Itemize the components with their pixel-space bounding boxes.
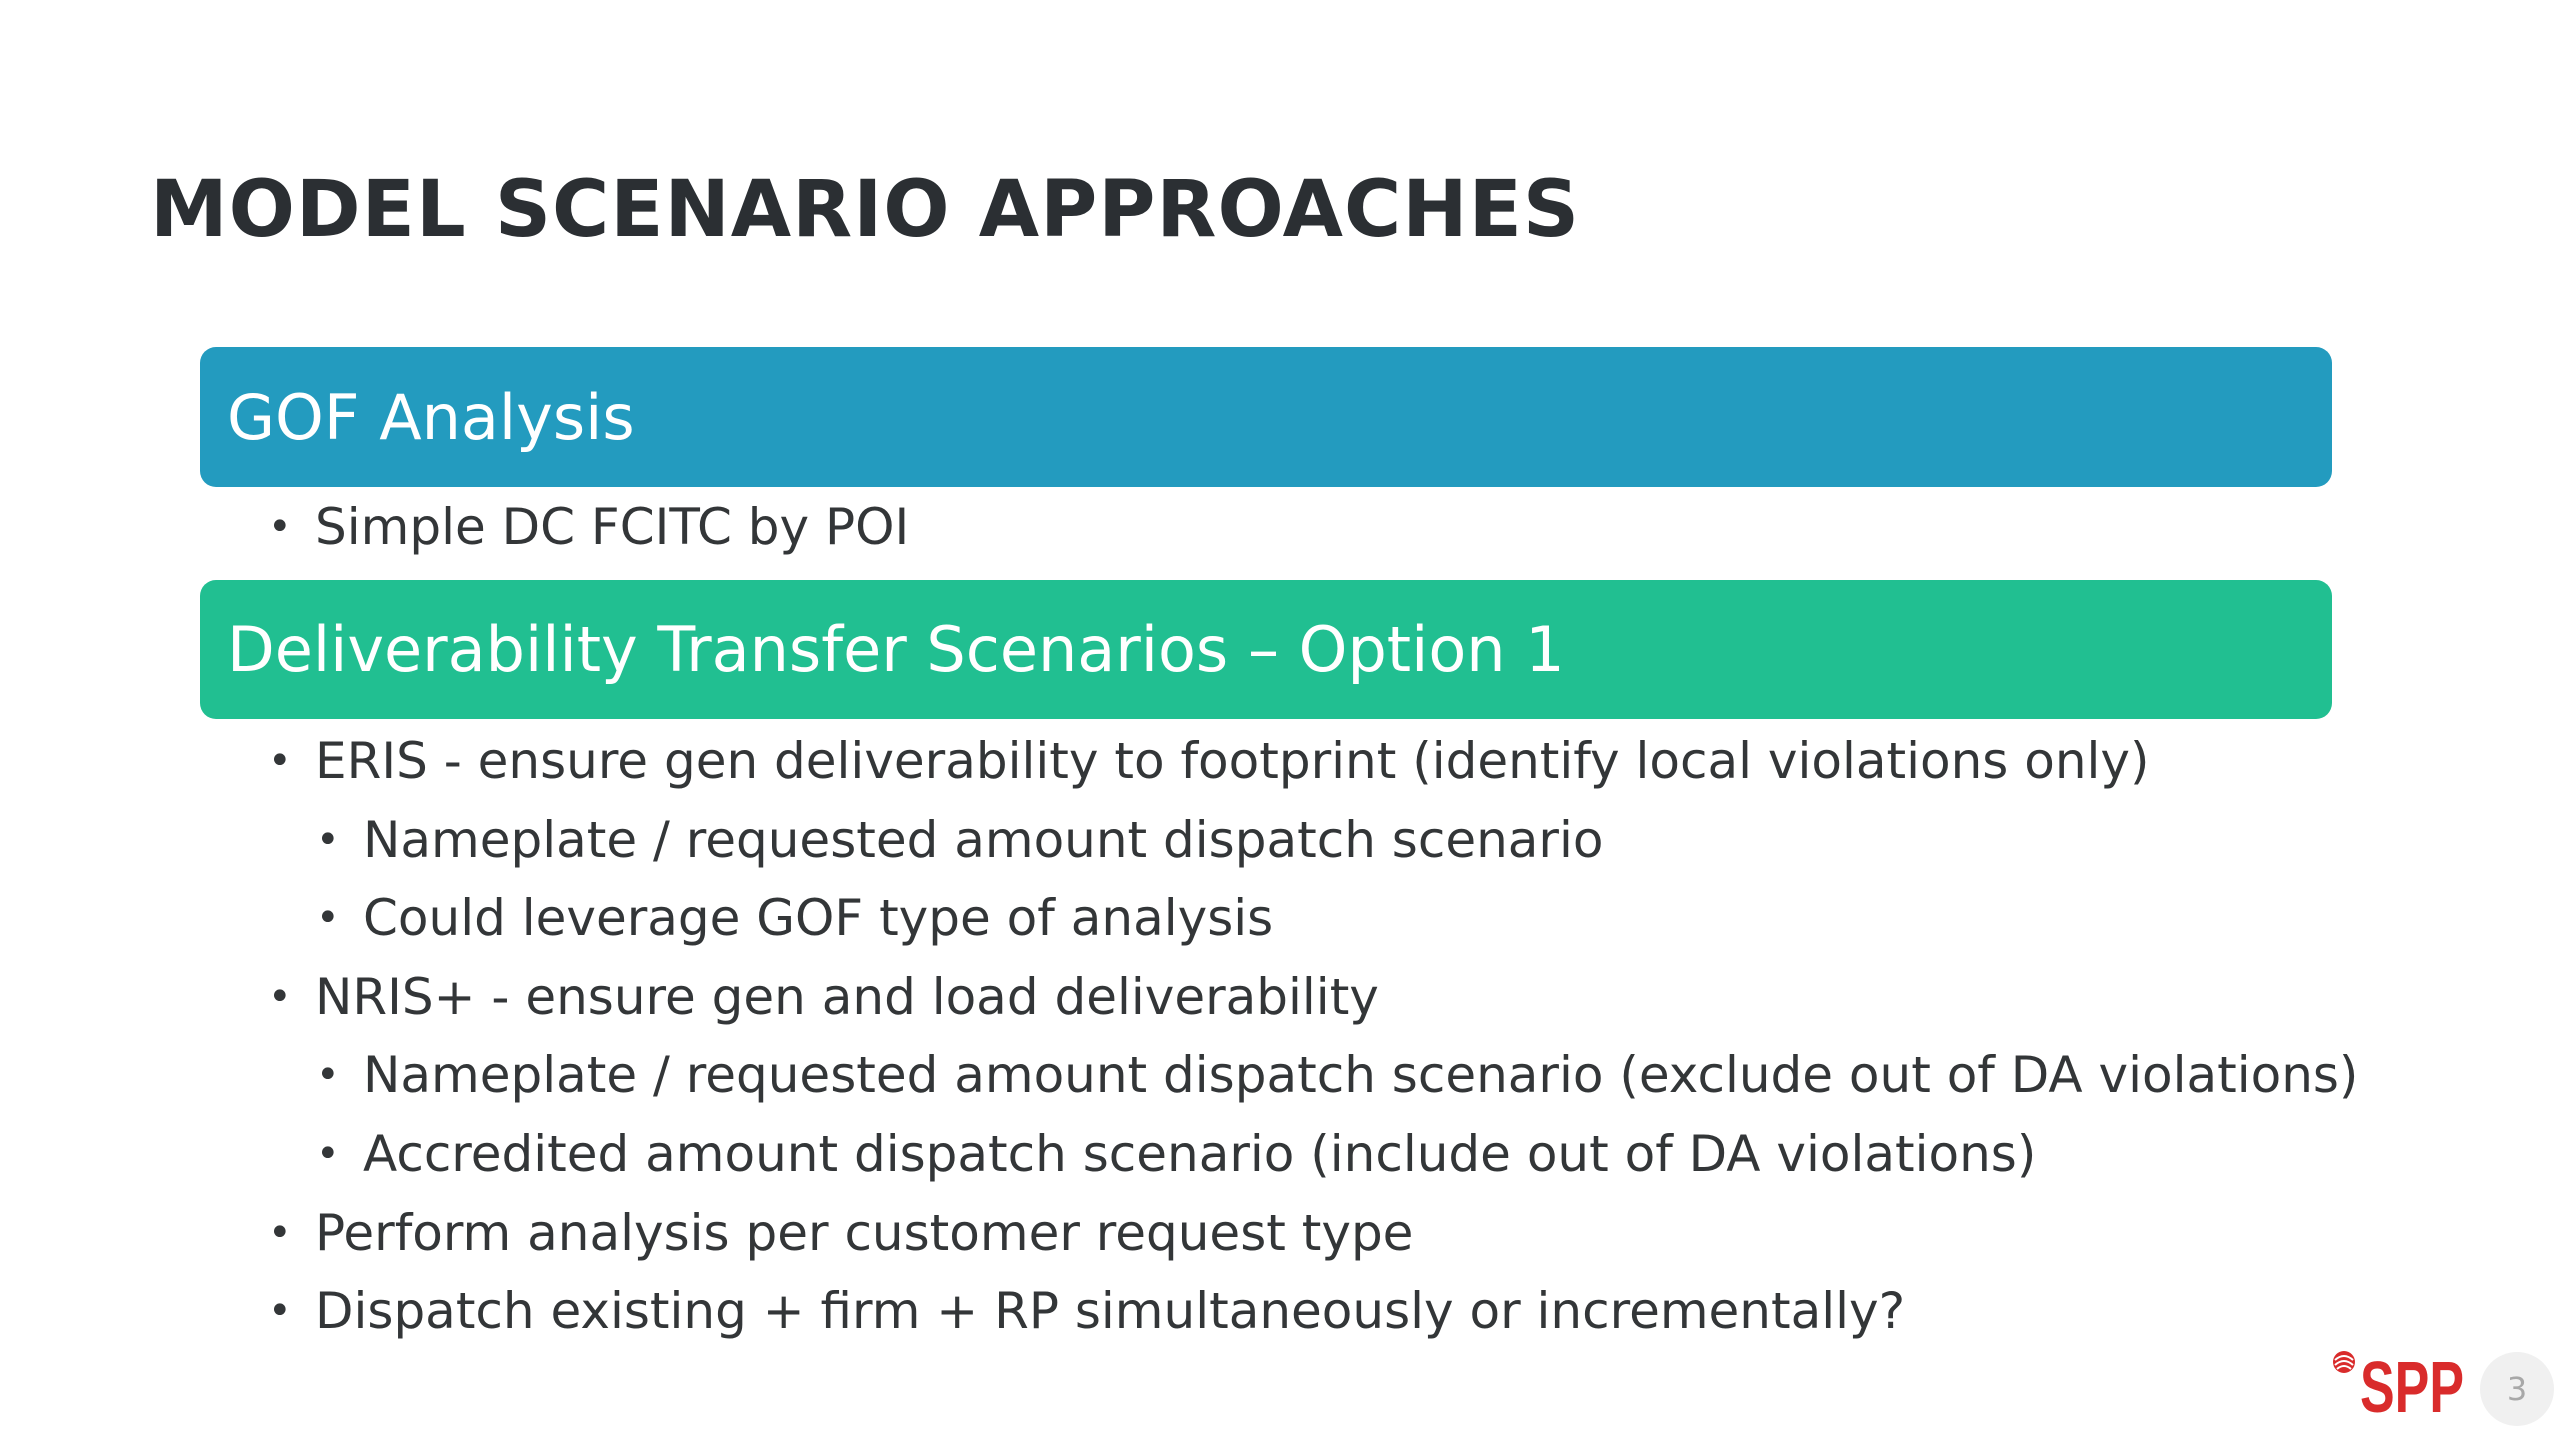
bullet-icon: • bbox=[316, 1130, 340, 1177]
page-number-text: 3 bbox=[2506, 1370, 2528, 1408]
list-item bbox=[0, 1036, 2358, 1115]
gof-bullet-list bbox=[0, 488, 909, 567]
list-item bbox=[0, 722, 2358, 801]
section-heading-label: Deliverability Transfer Scenarios – Option 1 bbox=[227, 613, 1565, 686]
bullet-icon: • bbox=[268, 1209, 292, 1256]
bullet-icon: • bbox=[268, 738, 292, 784]
list-item-text: Nameplate / requested amount dispatch scenario (exclude out of DA violations) bbox=[363, 1046, 2359, 1105]
list-item-text: Accredited amount dispatch scenario (include out of DA violations) bbox=[363, 1124, 2037, 1183]
bullet-icon: • bbox=[268, 1288, 292, 1335]
spp-logo bbox=[2330, 1348, 2466, 1428]
list-item bbox=[0, 958, 2358, 1037]
list-item-text: Could leverage GOF type of analysis bbox=[363, 889, 1274, 948]
list-item bbox=[0, 1115, 2358, 1194]
list-item bbox=[0, 1272, 2358, 1351]
list-item-text: Nameplate / requested amount dispatch scenario bbox=[363, 810, 1604, 869]
list-item-text: ERIS - ensure gen deliverability to footprint (identify local violations only) bbox=[315, 732, 2150, 790]
bullet-icon: • bbox=[316, 1052, 340, 1099]
list-item bbox=[0, 488, 909, 567]
section-heading-deliverability-transfer bbox=[200, 580, 2332, 719]
list-item bbox=[0, 801, 2358, 880]
list-item-text: NRIS+ - ensure gen and load deliverability bbox=[315, 967, 1379, 1026]
spp-logo-text: SPP bbox=[2360, 1348, 2464, 1428]
bullet-icon: • bbox=[316, 816, 340, 863]
deliverability-bullet-list bbox=[0, 722, 2358, 1351]
bullet-icon: • bbox=[268, 504, 292, 550]
bullet-icon: • bbox=[316, 895, 340, 942]
section-heading-label: GOF Analysis bbox=[227, 380, 635, 454]
bullet-icon: • bbox=[268, 973, 292, 1020]
page-number bbox=[2480, 1352, 2554, 1426]
slide-title: MODEL SCENARIO APPROACHES bbox=[150, 165, 1581, 255]
section-heading-gof-analysis bbox=[200, 347, 2332, 487]
list-item-text: Dispatch existing + firm + RP simultaneously or incrementally? bbox=[315, 1282, 1906, 1341]
list-item-text: Perform analysis per customer request type bbox=[315, 1203, 1414, 1262]
spp-logo-icon bbox=[2333, 1351, 2355, 1373]
list-item-text: Simple DC FCITC by POI bbox=[315, 498, 910, 556]
list-item bbox=[0, 1194, 2358, 1273]
list-item bbox=[0, 879, 2358, 958]
